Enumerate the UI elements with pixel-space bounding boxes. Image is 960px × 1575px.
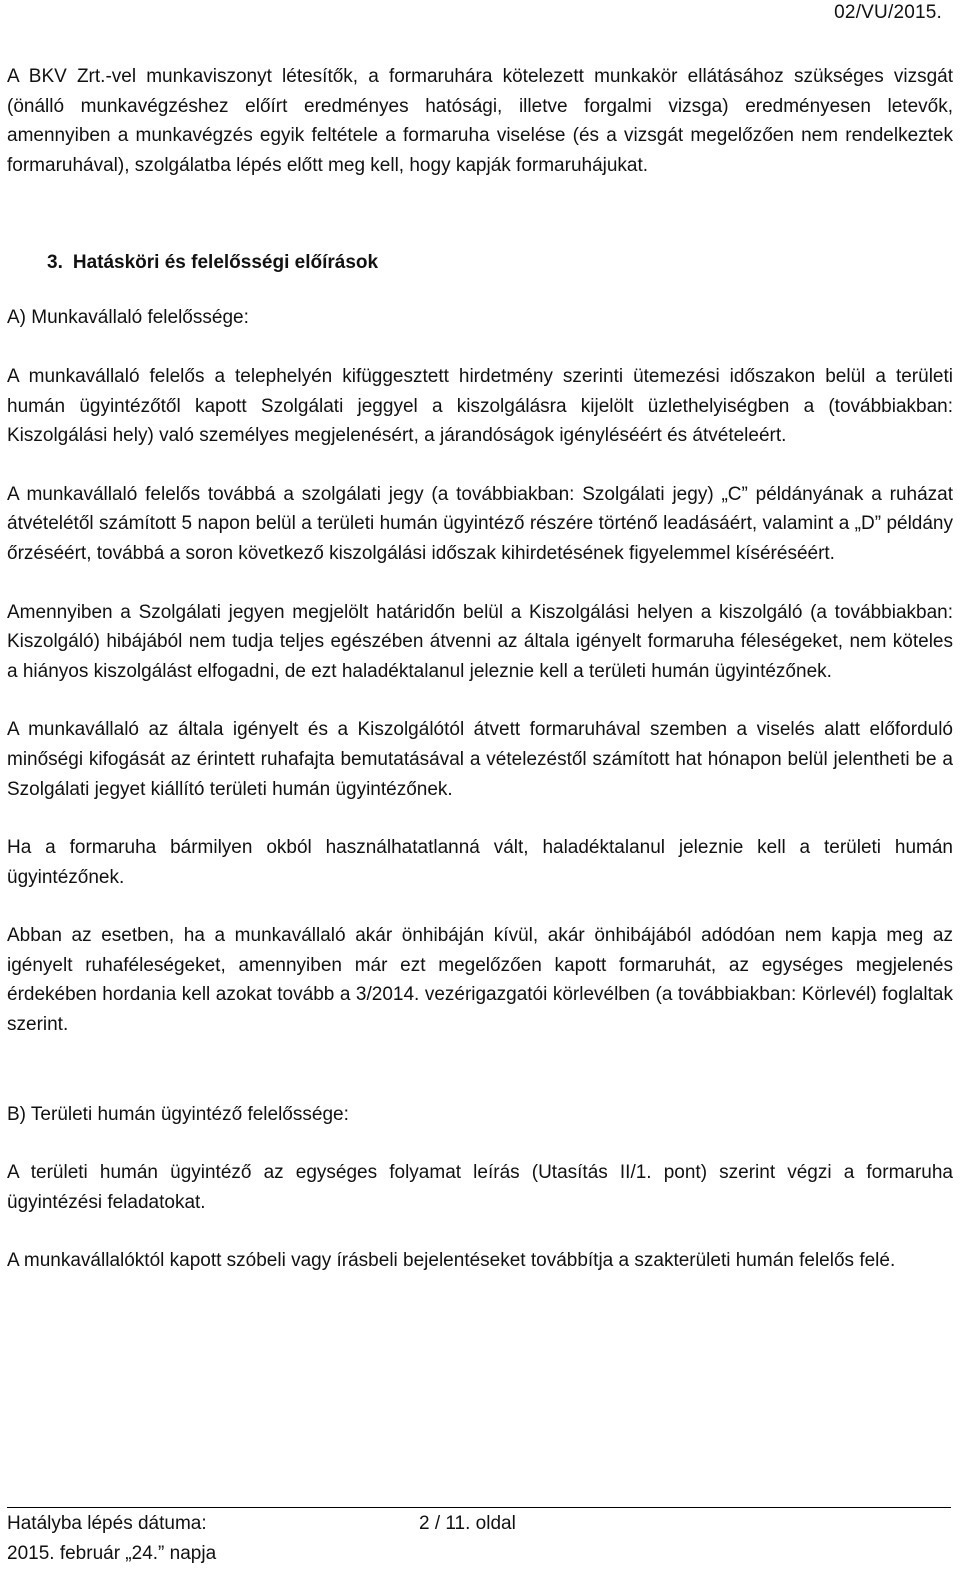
section-number: 3.	[47, 252, 63, 274]
paragraph-b1: A területi humán ügyintéző az egységes folyamat leírás (Utasítás II/1. pont) szerint végzi a formaruha ügyintézési feladatokat.	[7, 1162, 953, 1213]
paragraph-a4: A munkavállaló az általa igényelt és a Kiszolgálótól átvett formaruhával szemben a viselés alatt előforduló minőségi kifogását az érintett ruhafajta bemutatásával a vételezéstől számított hat hónapon belül jelentheti be a Szolgálati jegyet kiállító területi humán ügyintézőnek.	[7, 719, 953, 800]
document-reference: 02/VU/2015.	[834, 2, 942, 23]
paragraph-a3: Amennyiben a Szolgálati jegyen megjelölt határidőn belül a Kiszolgálási helyen a kiszolgáló (a továbbiakban: Kiszolgáló) hibájából nem tudja teljes egészében átvenni az általa igényelt formaruha féleségeket, nem köteles a hiányos kiszolgálást elfogadni, de ezt haladéktalanul jeleznie kell a területi humán ügyintézőnek.	[7, 601, 953, 682]
paragraph-b2: A munkavállalóktól kapott szóbeli vagy írásbeli bejelentéseket továbbítja a szakterületi humán felelős felé.	[7, 1250, 896, 1272]
footer-row-2	[7, 1539, 951, 1569]
section-title: Hatásköri és felelősségi előírások	[72, 252, 379, 274]
paragraph-a1: A munkavállaló felelős a telephelyén kifüggesztett hirdetmény szerinti ütemezési időszakon belül a területi humán ügyintézőtől kapott Szolgálati jeggyel a kiszolgálásra kijelölt üzlethelyiségben a (továbbiakban: Kiszolgálási hely) való személyes megjelenésért, a járandóságok igényléséért és átvételeért.	[7, 365, 953, 447]
footer-row-1	[7, 1509, 951, 1539]
paragraph-a6: Abban az esetben, ha a munkavállaló akár önhibáján kívül, akár önhibájából adódóan nem kapja meg az igényelt ruhaféleségeket, amennyiben már ezt megelőzően kapott formaruhát, az egységes megjelenés érdekében hordania kell azokat tovább a 3/2014. vezérigazgatói körlevélben (a továbbiakban: Körlevél) foglaltak szerint.	[7, 925, 953, 1036]
effective-date-value: 2015. február „24.” napja	[7, 1543, 217, 1564]
subsection-a-title: A) Munkavállaló felelőssége:	[7, 307, 249, 329]
effective-date-label: Hatályba lépés dátuma:	[7, 1513, 207, 1534]
paragraph-a2: A munkavállaló felelős továbbá a szolgálati jegy (a továbbiakban: Szolgálati jegy) „C” példányának a ruházat átvételétől számított 5 napon belül a területi humán ügyintéző részére történő leadásáért, valamint a „D” példány őrzéséért, továbbá a soron következő kiszolgálási időszak kihirdetésének figyelemmel kíséréséért.	[7, 483, 953, 564]
subsection-b-title: B) Területi humán ügyintéző felelőssége:	[7, 1103, 349, 1125]
page-number: 2 / 11. oldal	[419, 1513, 516, 1534]
document-body	[7, 62, 953, 1305]
section-heading	[7, 248, 953, 277]
page-footer	[7, 1507, 951, 1569]
intro-paragraph: A BKV Zrt.-vel munkaviszonyt létesítők, a formaruhára kötelezett munkakör ellátásához szükséges vizsgát (önálló munkavégzéshez előírt eredményes hatósági, illetve forgalmi vizsga) eredményesen letevők, amennyiben a munkavégzés egyik feltétele a formaruha viselése (és a vizsgát megelőzően nem rendelkeztek formaruhával), szolgálatba lépés előtt meg kell, hogy kapják formaruhájukat.	[7, 66, 953, 176]
paragraph-a5: Ha a formaruha bármilyen okból használhatatlanná vált, haladéktalanul jeleznie kell a területi humán ügyintézőnek.	[7, 837, 953, 888]
